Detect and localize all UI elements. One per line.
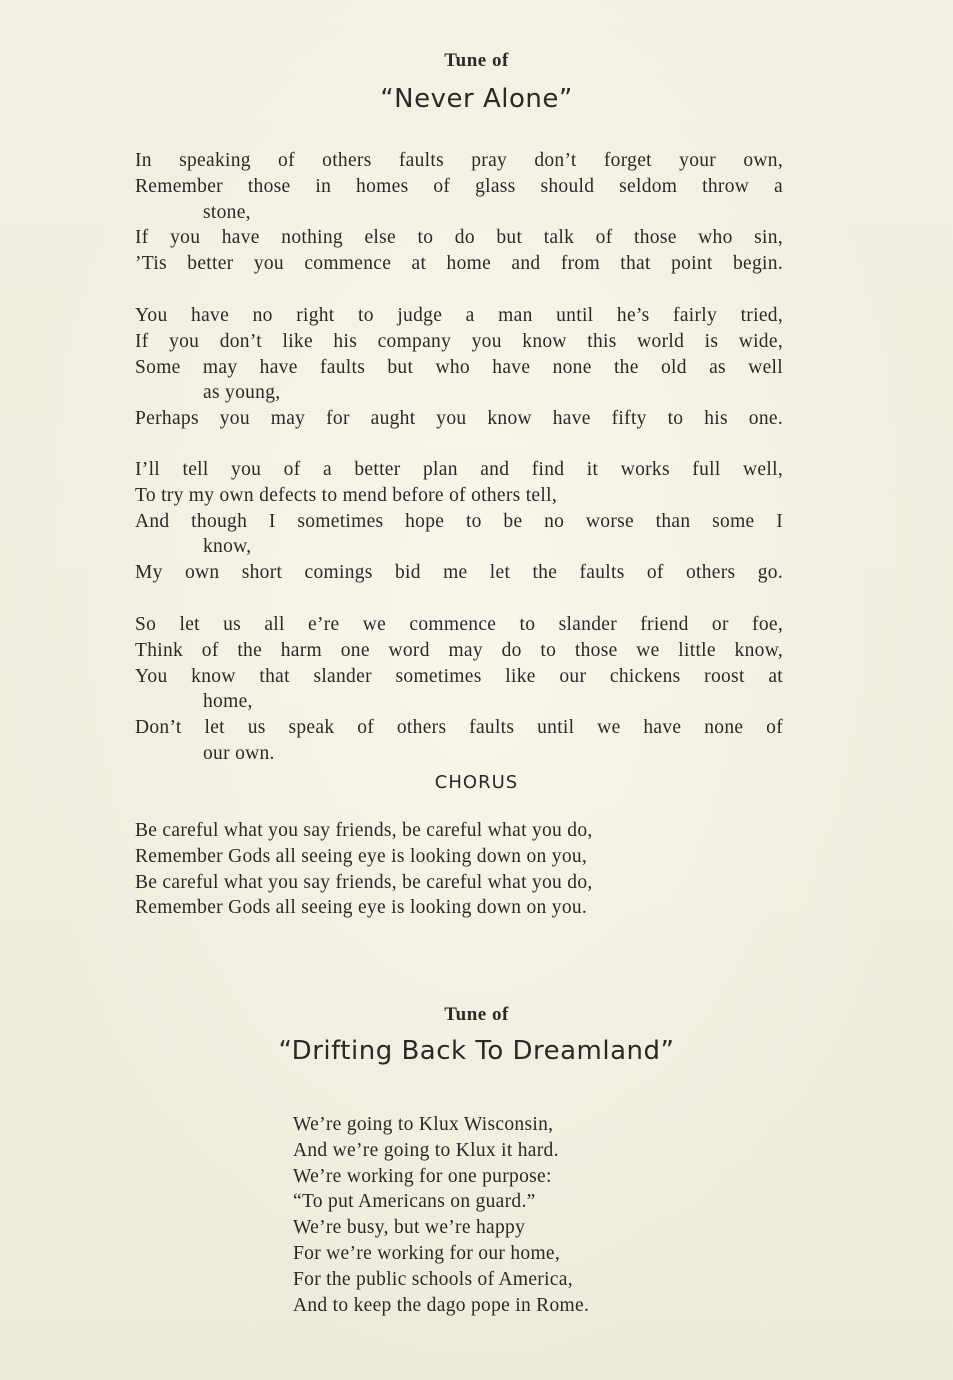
verse-line: We’re busy, but we’re happy (293, 1217, 526, 1239)
verse-line: For we’re working for our home, (293, 1242, 561, 1264)
verse-line: Don’t let us speak of others faults until we have none of (135, 717, 783, 739)
verse-line: And though I sometimes hope to be no worse than some I (135, 510, 783, 532)
verse-line-continuation: as young, (203, 382, 281, 404)
verse-line: Perhaps you may for aught you know have fifty to his one. (135, 408, 783, 430)
verse-line-continuation: our own. (203, 742, 275, 764)
verse-line: For the public schools of America, (293, 1268, 573, 1290)
verse-line: And to keep the dago pope in Rome. (293, 1294, 590, 1316)
verse-line: “To put Americans on guard.” (293, 1191, 536, 1213)
verse-line: To try my own defects to mend before of others tell, (135, 484, 557, 506)
verse-line: ’Tis better you commence at home and from that point begin. (135, 253, 783, 275)
chorus-line: Be careful what you say friends, be careful what you do, (135, 871, 593, 893)
song1-stanza-4 (135, 612, 783, 767)
song1-tune-label: Tune of (444, 50, 509, 71)
verse-line: Think of the harm one word may do to those we little know, (135, 639, 783, 661)
song1-chorus (135, 818, 783, 921)
verse-line: In speaking of others faults pray don’t forget your own, (135, 150, 783, 171)
song2-title: “Drifting Back To Dreamland” (278, 1036, 675, 1066)
verse-line: We’re going to Klux Wisconsin, (293, 1114, 554, 1135)
song1-title: “Never Alone” (380, 84, 573, 114)
verse-line-continuation: stone, (203, 201, 251, 223)
chorus-line: Remember Gods all seeing eye is looking down on you, (135, 845, 588, 867)
verse-line: If you don’t like his company you know this world is wide, (135, 330, 783, 352)
verse-line: Remember those in homes of glass should seldom throw a (135, 175, 783, 197)
song1-stanza-1 (135, 148, 783, 277)
chorus-label: CHORUS (434, 772, 519, 793)
chorus-line: Remember Gods all seeing eye is looking down on you. (135, 897, 588, 919)
verse-line: So let us all e’re we commence to slander friend or foe, (135, 614, 783, 635)
verse-line: My own short comings bid me let the faults of others go. (135, 562, 783, 584)
verse-line: You have no right to judge a man until he’s fairly tried, (135, 305, 783, 326)
verse-line: I’ll tell you of a better plan and find it works full well, (135, 459, 783, 480)
verse-line-continuation: home, (203, 691, 253, 713)
chorus-line: Be careful what you say friends, be careful what you do, (135, 820, 593, 841)
song2-tune-label: Tune of (444, 1004, 509, 1025)
verse-line: Some may have faults but who have none the old as well (135, 356, 783, 378)
song1-stanza-2 (135, 303, 783, 432)
verse-line-continuation: know, (203, 536, 252, 558)
verse-line: We’re working for one purpose: (293, 1165, 552, 1187)
verse-line: And we’re going to Klux it hard. (293, 1139, 559, 1161)
song1-stanza-3 (135, 457, 783, 586)
song2-verse (293, 1112, 713, 1318)
verse-line: You know that slander sometimes like our chickens roost at (135, 665, 783, 687)
verse-line: If you have nothing else to do but talk of those who sin, (135, 227, 783, 249)
